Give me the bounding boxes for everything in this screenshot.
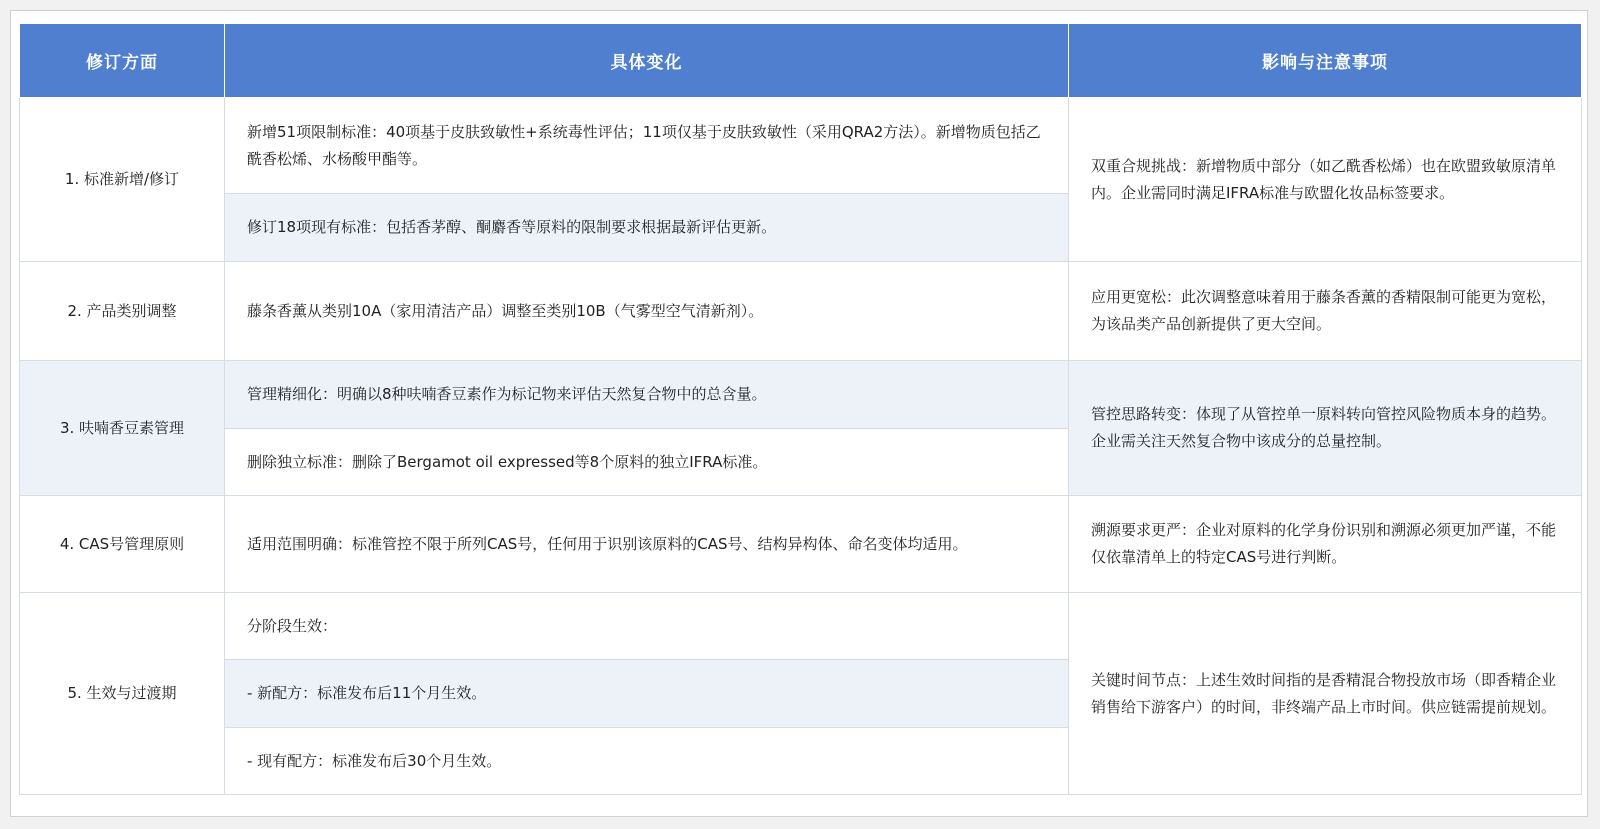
impact-cell: 双重合规挑战：新增物质中部分（如乙酰香松烯）也在欧盟致敏原清单内。企业需同时满足IFRA标准与欧盟化妆品标签要求。 (1069, 98, 1582, 262)
impact-cell: 关键时间节点：上述生效时间指的是香精混合物投放市场（即香精企业销售给下游客户）的时间，非终端产品上市时间。供应链需提前规划。 (1069, 593, 1582, 795)
impact-cell: 应用更宽松：此次调整意味着用于藤条香薰的香精限制可能更为宽松，为该品类产品创新提供了更大空间。 (1069, 262, 1582, 361)
change-cell: 藤条香薰从类别10A（家用清洁产品）调整至类别10B（气雾型空气清新剂）。 (225, 262, 1069, 361)
change-cell: 管理精细化：明确以8种呋喃香豆素作为标记物来评估天然复合物中的总含量。 (225, 361, 1069, 429)
change-cell: 新增51项限制标准：40项基于皮肤致敏性+系统毒性评估；11项仅基于皮肤致敏性（采用QRA2方法）。新增物质包括乙酰香松烯、水杨酸甲酯等。 (225, 98, 1069, 194)
change-cell: 适用范围明确：标准管控不限于所列CAS号，任何用于识别该原料的CAS号、结构异构体、命名变体均适用。 (225, 496, 1069, 593)
change-cell: 分阶段生效： (225, 593, 1069, 660)
impact-cell: 管控思路转变：体现了从管控单一原料转向管控风险物质本身的趋势。企业需关注天然复合物中该成分的总量控制。 (1069, 361, 1582, 496)
change-cell: 删除独立标准：删除了Bergamot oil expressed等8个原料的独立IFRA标准。 (225, 429, 1069, 496)
aspect-cell: 4. CAS号管理原则 (20, 496, 225, 593)
header-impact: 影响与注意事项 (1069, 24, 1582, 98)
change-cell: - 新配方：标准发布后11个月生效。 (225, 660, 1069, 728)
header-aspect: 修订方面 (20, 24, 225, 98)
aspect-cell: 3. 呋喃香豆素管理 (20, 361, 225, 496)
table-frame (10, 10, 1588, 817)
table-row (20, 496, 1582, 593)
revision-table (19, 23, 1582, 795)
header-change: 具体变化 (225, 24, 1069, 98)
aspect-cell: 5. 生效与过渡期 (20, 593, 225, 795)
impact-cell: 溯源要求更严：企业对原料的化学身份识别和溯源必须更加严谨，不能仅依靠清单上的特定CAS号进行判断。 (1069, 496, 1582, 593)
change-cell: 修订18项现有标准：包括香茅醇、酮麝香等原料的限制要求根据最新评估更新。 (225, 194, 1069, 262)
change-cell: - 现有配方：标准发布后30个月生效。 (225, 728, 1069, 795)
table-row (20, 262, 1582, 361)
aspect-cell: 2. 产品类别调整 (20, 262, 225, 361)
aspect-cell: 1. 标准新增/修订 (20, 98, 225, 262)
table-row (20, 98, 1582, 194)
table-row (20, 593, 1582, 660)
table-row (20, 361, 1582, 429)
header-row (20, 24, 1582, 98)
